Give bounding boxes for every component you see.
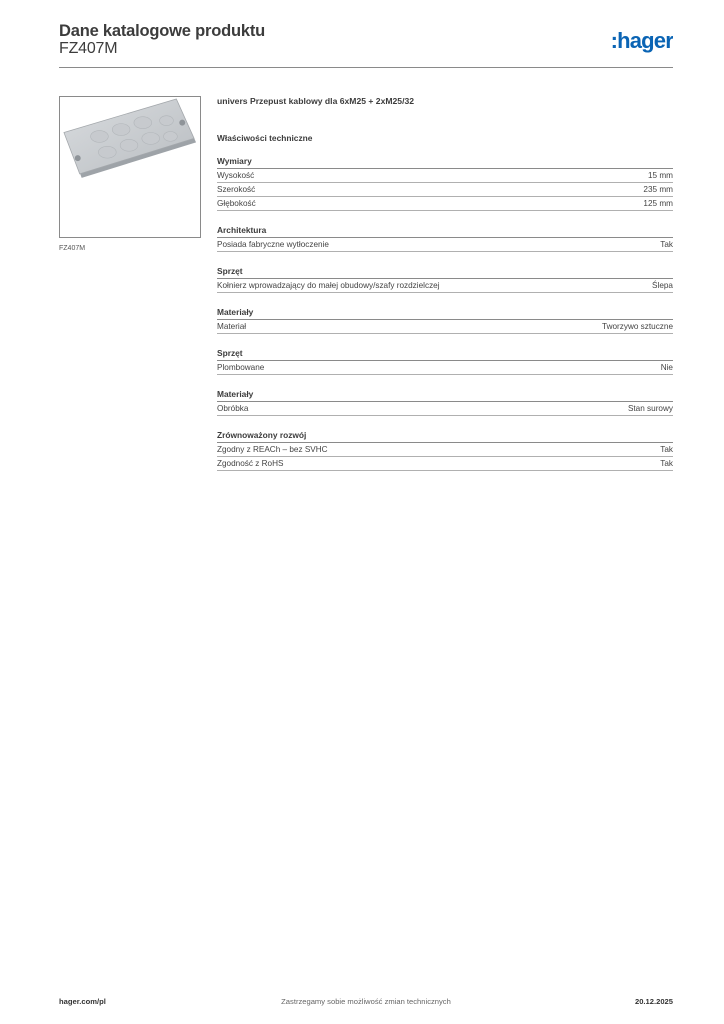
- spec-label: Obróbka: [217, 404, 249, 413]
- page-header: [59, 22, 673, 68]
- footer-date: 20.12.2025: [634, 997, 673, 1006]
- spec-row: [217, 197, 673, 211]
- spec-section-title: Architektura: [217, 225, 673, 238]
- spec-section: [217, 389, 673, 416]
- spec-section-title: Sprzęt: [217, 266, 673, 279]
- spec-label: Zgodność z RoHS: [217, 459, 284, 468]
- spec-sections: [217, 156, 673, 471]
- hager-logo: [591, 26, 673, 56]
- spec-row: [217, 169, 673, 183]
- spec-row: [217, 402, 673, 416]
- spec-section: [217, 348, 673, 375]
- spec-label: Szerokość: [217, 185, 256, 194]
- spec-section: [217, 307, 673, 334]
- spec-section-title: Materiały: [217, 389, 673, 402]
- product-details: [217, 96, 673, 485]
- product-image-caption: FZ407M: [59, 245, 86, 252]
- spec-value: Ślepa: [652, 281, 673, 290]
- spec-label: Zgodny z REACh – bez SVHC: [217, 445, 328, 454]
- product-image: [59, 96, 201, 238]
- footer-website: hager.com/pl: [59, 997, 106, 1006]
- spec-section-title: Materiały: [217, 307, 673, 320]
- spec-section-title: Zrównoważony rozwój: [217, 430, 673, 443]
- spec-section: [217, 156, 673, 211]
- spec-value: 15 mm: [647, 171, 673, 180]
- spec-label: Wysokość: [217, 171, 255, 180]
- product-description: univers Przepust kablowy dla 6xM25 + 2xM25/32: [217, 96, 415, 106]
- svg-text::hager: :hager: [610, 28, 673, 53]
- spec-value: 235 mm: [643, 185, 673, 194]
- spec-row: [217, 457, 673, 471]
- spec-section-title: Wymiary: [217, 156, 673, 169]
- spec-label: Plombowane: [217, 363, 265, 372]
- spec-section: [217, 225, 673, 252]
- spec-value: Tak: [660, 445, 673, 454]
- spec-label: Posiada fabryczne wytłoczenie: [217, 240, 329, 249]
- spec-value: Nie: [660, 363, 673, 372]
- spec-row: [217, 361, 673, 375]
- spec-value: Tak: [660, 240, 673, 249]
- product-code: FZ407M: [59, 40, 118, 57]
- spec-section-title: Sprzęt: [217, 348, 673, 361]
- spec-value: Tak: [660, 459, 673, 468]
- spec-section: [217, 430, 673, 471]
- cable-gland-plate-illustration: [60, 97, 200, 237]
- technical-properties-heading: Właściwości techniczne: [217, 133, 313, 143]
- spec-label: Głębokość: [217, 199, 256, 208]
- spec-row: [217, 320, 673, 334]
- header-divider: [59, 67, 673, 68]
- spec-label: Materiał: [217, 322, 247, 331]
- spec-row: [217, 443, 673, 457]
- spec-label: Kołnierz wprowadzający do małej obudowy/szafy rozdzielczej: [217, 281, 440, 290]
- spec-value: Stan surowy: [627, 404, 673, 413]
- spec-value: Tworzywo sztuczne: [602, 322, 673, 331]
- spec-row: [217, 279, 673, 293]
- page-footer: [59, 997, 673, 1009]
- spec-section: [217, 266, 673, 293]
- spec-row: [217, 238, 673, 252]
- footer-disclaimer: Zastrzegamy sobie możliwość zmian technicznych: [281, 997, 451, 1006]
- spec-row: [217, 183, 673, 197]
- document-title: Dane katalogowe produktu: [59, 22, 266, 40]
- spec-value: 125 mm: [643, 199, 673, 208]
